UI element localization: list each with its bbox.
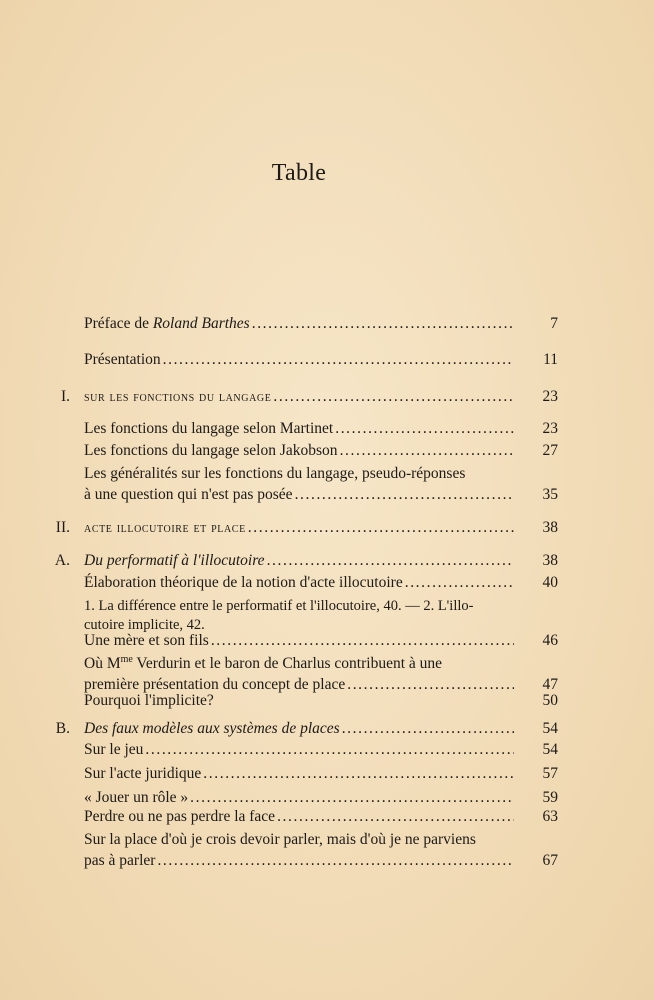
toc-part-1[interactable]	[84, 386, 558, 408]
entry-label: Sur l'acte juridique	[84, 765, 202, 782]
entry-author: Roland Barthes	[152, 315, 250, 332]
page-number: 50	[542, 692, 558, 709]
entry-label: sur les fonctions du langage	[84, 389, 272, 405]
page-number: 7	[550, 315, 558, 332]
entry-label: Une mère et son fils	[84, 632, 209, 649]
entry-label: Sur le jeu	[84, 741, 144, 758]
entry-label: Les fonctions du langage selon Jakobson	[84, 442, 338, 459]
page-number: 67	[542, 852, 558, 869]
page-title: Table	[271, 160, 327, 186]
entry-label-line2: première présentation du concept de place	[84, 676, 346, 693]
page-number: 63	[542, 808, 558, 825]
toc-entry-face[interactable]	[84, 806, 558, 827]
subentry-line1: 1. La différence entre le performatif et l'illocutoire, 40. — 2. L'illo-	[84, 598, 474, 614]
page-number: 47	[542, 676, 558, 693]
entry-label: Pourquoi l'implicite?	[84, 692, 214, 709]
page-number: 38	[542, 519, 558, 536]
toc-entry-role[interactable]	[84, 787, 558, 808]
page-number: 11	[543, 351, 558, 368]
toc-entry-preface[interactable]	[84, 313, 558, 334]
toc-entry-place[interactable]	[84, 829, 558, 871]
entry-label: acte illocutoire et place	[84, 520, 246, 536]
dot-leader	[248, 517, 514, 538]
dot-leader	[267, 550, 514, 571]
toc-entry-elaboration[interactable]	[84, 572, 558, 593]
entry-label: Du performatif à l'illocutoire	[84, 552, 265, 569]
page-number: 59	[542, 789, 558, 806]
dot-leader	[295, 484, 514, 505]
toc-entry-mere[interactable]	[84, 630, 558, 651]
entry-label: Les fonctions du langage selon Martinet	[84, 420, 334, 437]
dot-leader	[405, 572, 514, 593]
page-number: 38	[542, 552, 558, 569]
entry-label-line2: pas à parler	[84, 852, 156, 869]
dot-leader	[335, 418, 514, 439]
toc-entry-jeu[interactable]	[84, 739, 558, 760]
page-number: 54	[542, 741, 558, 758]
dot-leader	[163, 349, 514, 370]
page-number: 23	[542, 420, 558, 437]
dot-leader	[273, 386, 514, 407]
dot-leader	[145, 739, 514, 760]
page-number: 23	[542, 388, 558, 405]
page-number: 46	[542, 632, 558, 649]
toc-part-2[interactable]	[84, 517, 558, 539]
entry-label: « Jouer un rôle »	[84, 789, 189, 806]
dot-leader	[211, 630, 514, 651]
toc-entry-juridique[interactable]	[84, 763, 558, 784]
dot-leader	[340, 440, 514, 461]
toc-entry-generalites[interactable]	[84, 463, 558, 505]
dot-leader	[252, 313, 514, 334]
dot-leader	[203, 763, 514, 784]
entry-label-sup: me	[120, 653, 133, 665]
entry-label-line2: à une question qui n'est pas posée	[84, 486, 293, 503]
page-number: 57	[542, 765, 558, 782]
subentry-line2: cutoire implicite, 42.	[84, 617, 205, 633]
toc-section-b[interactable]	[84, 718, 558, 739]
page-number: 27	[542, 442, 558, 459]
entry-label: Perdre ou ne pas perdre la face	[84, 808, 276, 825]
entry-label-pre: Où M	[84, 655, 121, 672]
toc-entry-verdurin[interactable]	[84, 653, 558, 695]
entry-label: Des faux modèles aux systèmes de places	[84, 720, 340, 737]
dot-leader	[157, 850, 514, 871]
page-number: 35	[542, 486, 558, 503]
toc-entry-pourquoi[interactable]	[84, 690, 558, 711]
part-number: I.	[60, 388, 70, 405]
entry-label: Présentation	[84, 351, 161, 368]
toc-entry-martinet[interactable]	[84, 418, 558, 439]
page-number: 54	[542, 720, 558, 737]
section-letter: A.	[54, 552, 70, 569]
part-number: II.	[55, 519, 70, 536]
dot-leader	[190, 787, 514, 808]
section-letter: B.	[55, 720, 70, 737]
toc-section-a[interactable]	[84, 550, 558, 571]
entry-label-line1: Les généralités sur les fonctions du langage, pseudo-réponses	[84, 465, 466, 482]
dot-leader	[277, 806, 514, 827]
entry-label: Préface de	[84, 315, 153, 332]
dot-leader	[342, 718, 514, 739]
entry-label-post: Verdurin et le baron de Charlus contribuent à une	[132, 655, 443, 672]
page-number: 40	[542, 574, 558, 591]
entry-label-line1: Sur la place d'où je crois devoir parler, mais d'où je ne parviens	[84, 831, 476, 848]
toc-entry-jakobson[interactable]	[84, 440, 558, 461]
toc-entry-presentation[interactable]	[84, 349, 558, 370]
entry-label: Élaboration théorique de la notion d'acte illocutoire	[84, 574, 403, 591]
